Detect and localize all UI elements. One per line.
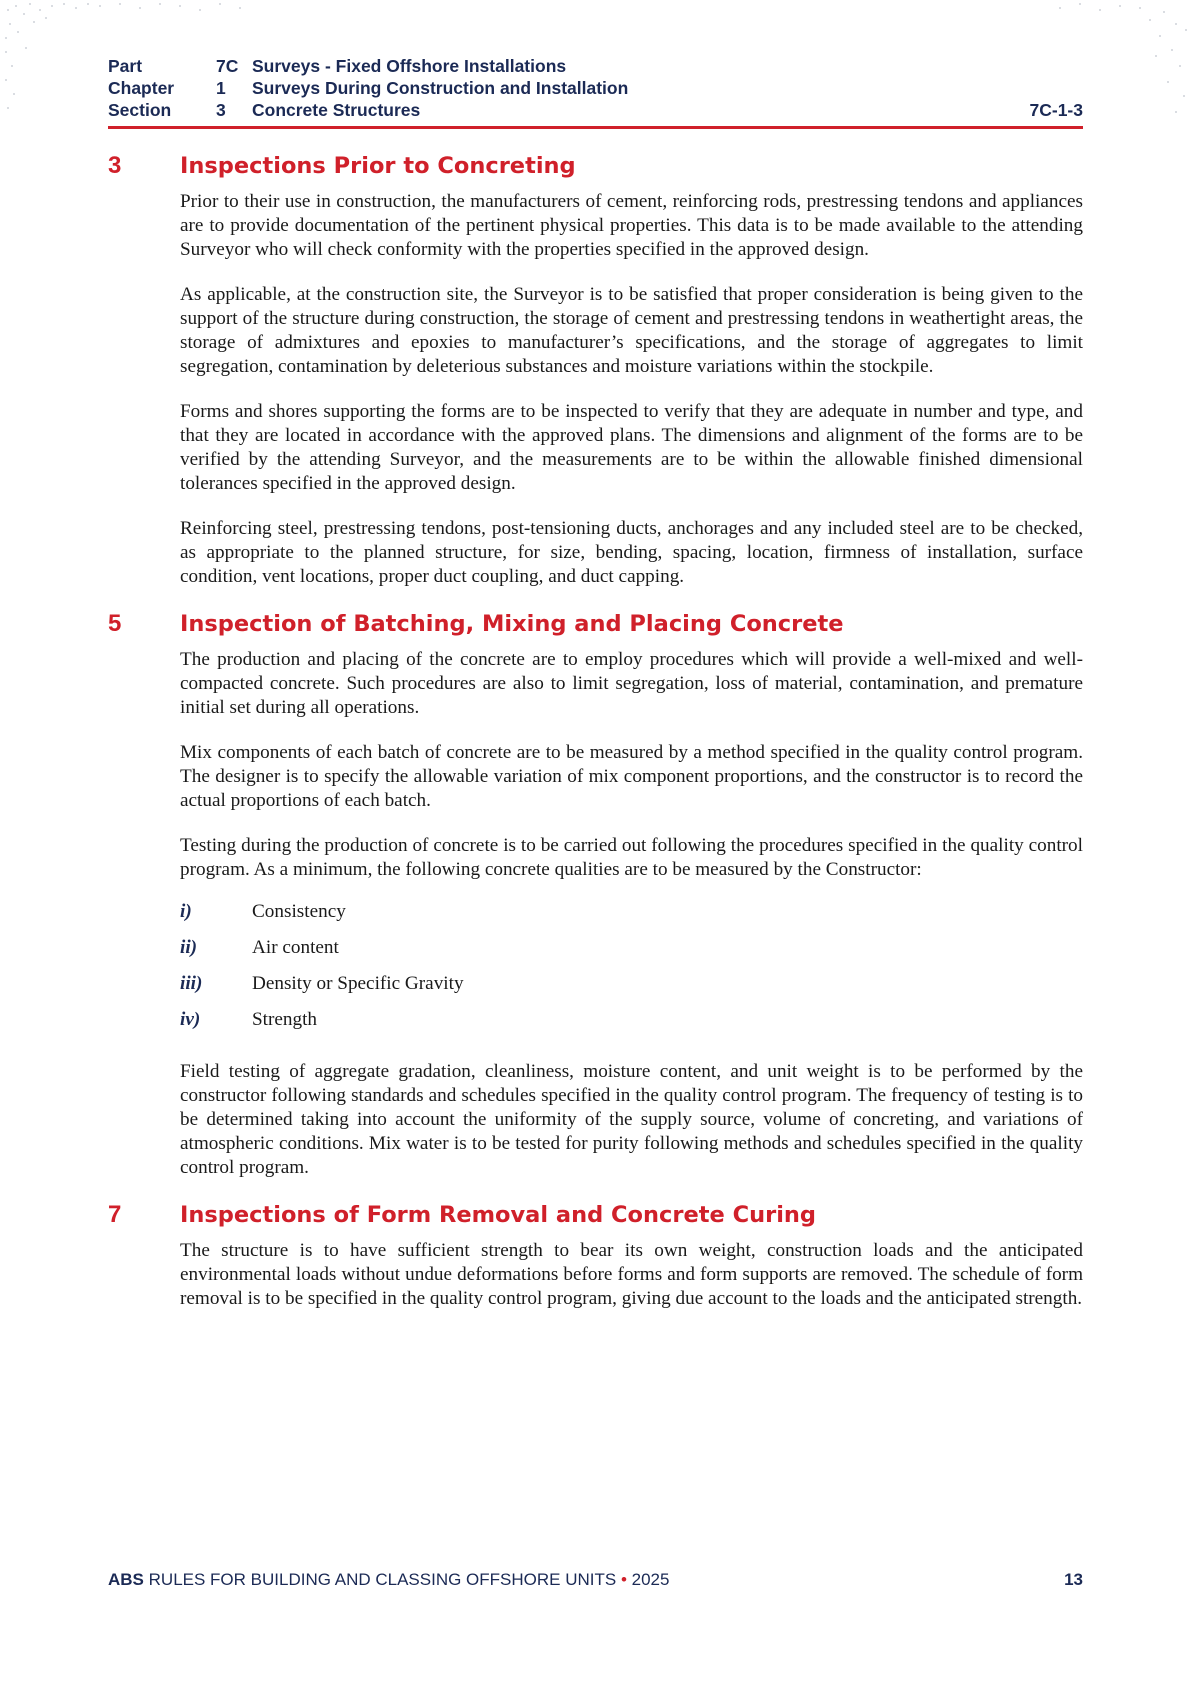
- header-row-part: [108, 55, 1083, 77]
- running-header: [108, 55, 1083, 121]
- footer-publication: [108, 1570, 669, 1590]
- footer-title: RULES FOR BUILDING AND CLASSING OFFSHORE UNITS: [148, 1570, 617, 1589]
- section-number: 3: [108, 152, 122, 179]
- running-footer: [108, 1570, 1083, 1590]
- header-label: Section: [108, 100, 172, 120]
- footer-org: ABS: [108, 1570, 144, 1589]
- list-text: Density or Specific Gravity: [252, 973, 464, 994]
- section-number: 7: [108, 1201, 122, 1228]
- header-title: Surveys During Construction and Installation: [252, 78, 629, 98]
- list-text: Consistency: [252, 901, 346, 922]
- list-marker: i): [180, 901, 192, 922]
- section-title: Inspections Prior to Concreting: [180, 153, 576, 179]
- header-rule: [108, 126, 1083, 129]
- section-number: 5: [108, 610, 122, 637]
- list-item: [180, 972, 1083, 1008]
- list-item: [180, 936, 1083, 972]
- header-number: 3: [216, 100, 226, 120]
- header-title: Surveys - Fixed Offshore Installations: [252, 56, 567, 76]
- paragraph: The structure is to have sufficient strength to bear its own weight, construction loads and the anticipated environmental loads without undue deformations before forms and form supports are removed. The schedule of form removal is to be specified in the quality control program, giving due account to the loads and the anticipated strength.: [180, 1240, 1083, 1309]
- section-heading-3: [108, 152, 1083, 180]
- paragraph: Mix components of each batch of concrete are to be measured by a method specified in the quality control program. The designer is to specify the allowable variation of mix component proportions, and the constructor is to record the actual proportions of each batch.: [180, 742, 1083, 811]
- paragraph: Forms and shores supporting the forms are to be inspected to verify that they are adequate in number and type, and that they are located in accordance with the approved plans. The dimensions and alignment of the forms are to be verified by the attending Surveyor, and the measurements are to be within the allowable finished dimensional tolerances specified in the approved design.: [180, 401, 1083, 494]
- list-item: [180, 1008, 1083, 1044]
- list-marker: iv): [180, 1009, 201, 1030]
- list-text: Strength: [252, 1009, 318, 1030]
- header-label: Chapter: [108, 78, 175, 98]
- list-text: Air content: [252, 937, 339, 958]
- qualities-list: [180, 900, 1083, 1044]
- header-title: Concrete Structures: [252, 100, 421, 120]
- list-marker: iii): [180, 973, 203, 994]
- section-title: Inspections of Form Removal and Concrete Curing: [180, 1202, 817, 1228]
- paragraph: The production and placing of the concrete are to employ procedures which will provide a well-mixed and well-compacted concrete. Such procedures are also to limit segregation, loss of material, contamination, and premature initial set during all operations.: [180, 649, 1083, 718]
- section-heading-5: [108, 610, 1083, 638]
- footer-bullet: •: [620, 1570, 627, 1589]
- footer-year: 2025: [631, 1570, 670, 1589]
- paragraph: Testing during the production of concrete is to be carried out following the procedures specified in the quality control program. As a minimum, the following concrete qualities are to be measured by the Constructor:: [180, 835, 1083, 880]
- page-content: [108, 152, 1083, 1332]
- paragraph: Field testing of aggregate gradation, cleanliness, moisture content, and unit weight is to be performed by the constructor following standards and schedules specified in the quality control program. The frequency of testing is to be determined taking into account the uniformity of the supply source, volume of concreting, and variations of atmospheric conditions. Mix water is to be tested for purity following methods and schedules specified in the quality control program.: [180, 1061, 1083, 1178]
- paragraph: Prior to their use in construction, the manufacturers of cement, reinforcing rods, prestressing tendons and appliances are to provide documentation of the pertinent physical properties. This data is to be made available to the attending Surveyor who will check conformity with the properties specified in the approved design.: [180, 191, 1083, 260]
- paragraph: Reinforcing steel, prestressing tendons, post-tensioning ducts, anchorages and any included steel are to be checked, as appropriate to the planned structure, for size, bending, spacing, location, firmness of installation, surface condition, vent locations, proper duct coupling, and duct capping.: [180, 518, 1083, 587]
- header-row-chapter: [108, 77, 1083, 99]
- header-number: 1: [216, 78, 226, 98]
- list-item: [180, 900, 1083, 936]
- paragraph: As applicable, at the construction site, the Surveyor is to be satisfied that proper consideration is being given to the support of the structure during construction, the storage of cement and prestressing tendons in weathertight areas, the storage of admixtures and epoxies to manufacturer’s specifications, and the storage of aggregates to limit segregation, contamination by deleterious substances and moisture variations within the stockpile.: [180, 284, 1083, 377]
- section-title: Inspection of Batching, Mixing and Placing Concrete: [180, 611, 844, 637]
- page-number: 13: [1064, 1570, 1083, 1589]
- header-number: 7C: [216, 56, 239, 76]
- section-heading-7: [108, 1201, 1083, 1229]
- header-label: Part: [108, 56, 143, 76]
- list-marker: ii): [180, 937, 198, 958]
- header-section-code: 7C-1-3: [1029, 100, 1083, 120]
- header-row-section: [108, 99, 1083, 121]
